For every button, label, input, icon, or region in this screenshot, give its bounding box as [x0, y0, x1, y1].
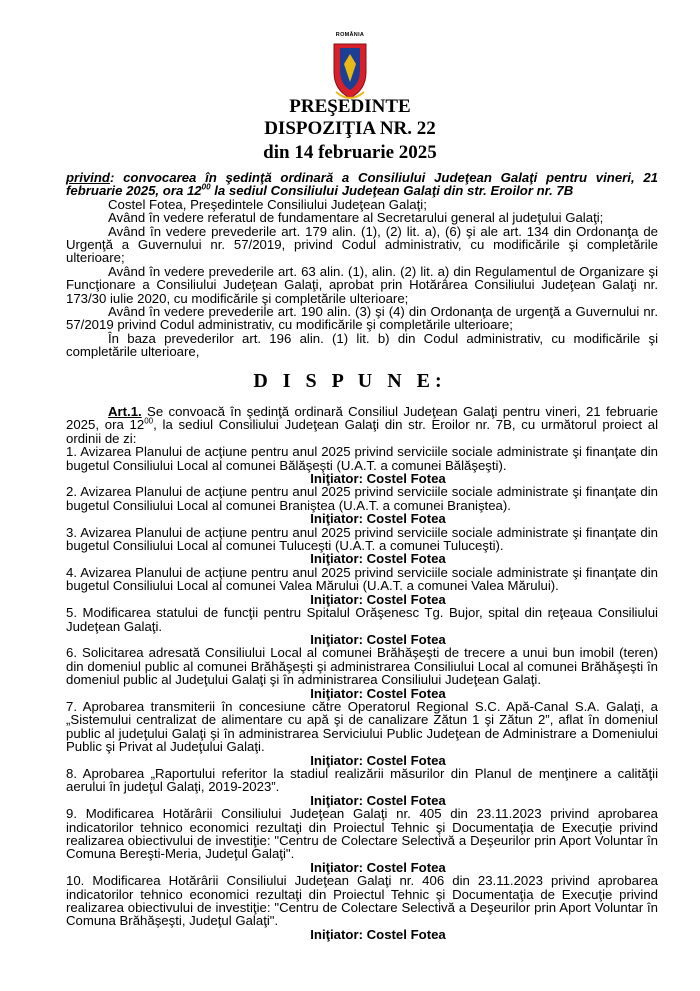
agenda-item: 2. Avizarea Planului de acţiune pentru anul 2025 privind serviciile sociale administrate şi finanţate din bugetul Consiliului Local al comunei Braniştea (U.A.T. a comunei Braniştea).: [66, 484, 658, 513]
article-text-end: , la sediul Consiliului Judeţean Galaţi din str. Eroilor nr. 7B, cu următorul proiect al ordinii de zi:: [66, 417, 659, 446]
article-label: Art.1.: [108, 404, 142, 419]
disposition-number: DISPOZIŢIA NR. 22: [264, 118, 436, 139]
coat-of-arms-icon: [326, 34, 374, 104]
initiator-line: Iniţiator: Costel Fotea: [310, 926, 446, 942]
article-1: [66, 405, 658, 445]
dispune-heading: D I S P U N E:: [253, 370, 447, 392]
initiator-line: Iniţiator: Costel Fotea: [310, 551, 446, 567]
subject-text-end: la sediul Consiliului Judeţean Galaţi din str. Eroilor nr. 7B: [210, 183, 574, 199]
preamble-paragraph: Având în vedere referatul de fundamentare al Secretarului general al judeţului Galaţi;: [108, 210, 604, 226]
initiator-line: Iniţiator: Costel Fotea: [310, 471, 446, 487]
subject-line: [66, 171, 658, 198]
preamble-paragraph: Având în vedere prevederile art. 179 alin. (1), (2) lit. a), (6) şi ale art. 134 din Ordonanţa de Urgenţă a Guvernului nr. 57/2019, privind Codul administrativ, cu modificările şi completările ulterioare;: [66, 223, 658, 266]
agenda-item: 5. Modificarea statului de funcţii pentru Spitalul Orăşenesc Tg. Bujor, spital din reţeaua Consiliului Judeţean Galaţi.: [66, 605, 658, 634]
subject-sup: 00: [201, 183, 211, 193]
disposition-date: din 14 februarie 2025: [263, 142, 437, 163]
initiator-line: Iniţiator: Costel Fotea: [310, 752, 446, 768]
preamble-paragraph: Având în vedere prevederile art. 63 alin. (1), alin. (2) lit. a) din Regulamentul de Organizare şi Funcţionare a Consiliului Judeţean Galaţi, aprobat prin Hotărârea Consiliului Judeţean Galaţi nr. 173/30 iulie 2020, cu modificările şi completările ulterioare;: [66, 263, 658, 306]
article-body: [66, 405, 658, 941]
article-sup: 00: [144, 417, 154, 427]
initiator-line: Iniţiator: Costel Fotea: [310, 511, 446, 527]
preamble-paragraph: În baza prevederilor art. 196 alin. (1) lit. b) din Codul administrativ, cu modificările şi completările ulterioare,: [66, 330, 658, 360]
agenda-item: 3. Avizarea Planului de acţiune pentru anul 2025 privind serviciile sociale administrate şi finanţate din bugetul Consiliului Local al comunei Tuluceşti (U.A.T. a comunei Tuluceşti).: [66, 524, 658, 554]
preamble-paragraph: Costel Fotea, Preşedintele Consiliului Judeţean Galaţi;: [108, 196, 427, 212]
agenda-item: 6. Solicitarea adresată Consiliului Local al comunei Brăhăşeşti de trecere a unui bun imobil (teren) din domeniul public al comunei Brăhăşeşti şi administrarea Consiliului Local al comunei Brăhăşeşti în domeniul public al Judeţului Galaţi şi în administrarea Consiliului Judeţean Galaţi.: [66, 645, 658, 688]
crest-label: ROMÂNIA: [335, 32, 365, 38]
article-text: Se convoacă în şedinţă ordinară Consiliul Judeţean Galaţi pentru vineri, 21 februarie 2025, ora 12: [66, 404, 658, 433]
agenda-item: 1. Avizarea Planului de acţiune pentru anul 2025 privind serviciile sociale administrate şi finanţate din bugetul Consiliului Local al comunei Bălăşeşti (U.A.T. a comunei Bălăşeşti).: [66, 444, 658, 473]
preamble-paragraph: Având în vedere prevederile art. 190 alin. (3) şi (4) din Ordonanţa de urgenţă a Guvernului nr. 57/2019 privind Codul administrativ, cu modificările şi completările ulterioare;: [66, 304, 658, 333]
agenda-item: 4. Avizarea Planului de acţiune pentru anul 2025 privind serviciile sociale administrate şi finanţate din bugetul Consiliului Local al comunei Valea Mărului (U.A.T. a comunei Valea Mărului).: [66, 564, 658, 594]
agenda-item: 10. Modificarea Hotărârii Consiliului Judeţean Galaţi nr. 406 din 23.11.2023 privind aprobarea indicatorilor tehnico economici rezultaţi din Proiectul Tehnic şi Documentaţia de Execuţie privind realizarea obiectivului de investiţie: "Centru de Colectare Selectivă a Deşeurilor prin Aport Voluntar în Comuna Brăhăşeşti, Judeţul Galaţi".: [66, 873, 658, 929]
subject-text: : convocarea în şedinţă ordinară a Consiliului Judeţean Galaţi pentru vineri, 21 februarie 2025, ora 12: [66, 170, 658, 199]
initiator-line: Iniţiator: Costel Fotea: [310, 631, 446, 647]
agenda-item: 7. Aprobarea transmiterii în concesiune către Operatorul Regional S.C. Apă-Canal S.A. Galaţi, a „Sistemului centralizat de alimentare cu apă şi de canalizare Zătun 1 şi Zătun 2”, aflat în domeniul public al judeţului Galaţi şi în administrarea Serviciului Public Judeţean de Administrare a Domeniului Public şi Privat al Judeţului Galaţi.: [66, 698, 658, 755]
initiator-line: Iniţiator: Costel Fotea: [310, 859, 446, 875]
agenda-item: 8. Aprobarea „Raportului referitor la stadiul realizării măsurilor din Planul de menţinere a calităţii aerului în judeţul Galaţi, 2019-2023”.: [66, 765, 658, 795]
initiator-line: Iniţiator: Costel Fotea: [310, 792, 446, 808]
initiator-line: Iniţiator: Costel Fotea: [310, 685, 446, 701]
initiator-line: Iniţiator: Costel Fotea: [310, 591, 446, 607]
header-title: PREŞEDINTE: [289, 96, 411, 117]
subject-label: privind: [66, 170, 110, 185]
agenda-item: 9. Modificarea Hotărârii Consiliului Judeţean Galaţi nr. 405 din 23.11.2023 privind aprobarea indicatorilor tehnico economici rezultaţi din Proiectul Tehnic şi Documentaţia de Execuţie privind realizarea obiectivului de investiţie: "Centru de Colectare Selectivă a Deşeurilor prin Aport Voluntar în Comuna Bereşti-Meria, Judeţul Galaţi".: [66, 806, 658, 862]
preamble: [66, 171, 658, 359]
